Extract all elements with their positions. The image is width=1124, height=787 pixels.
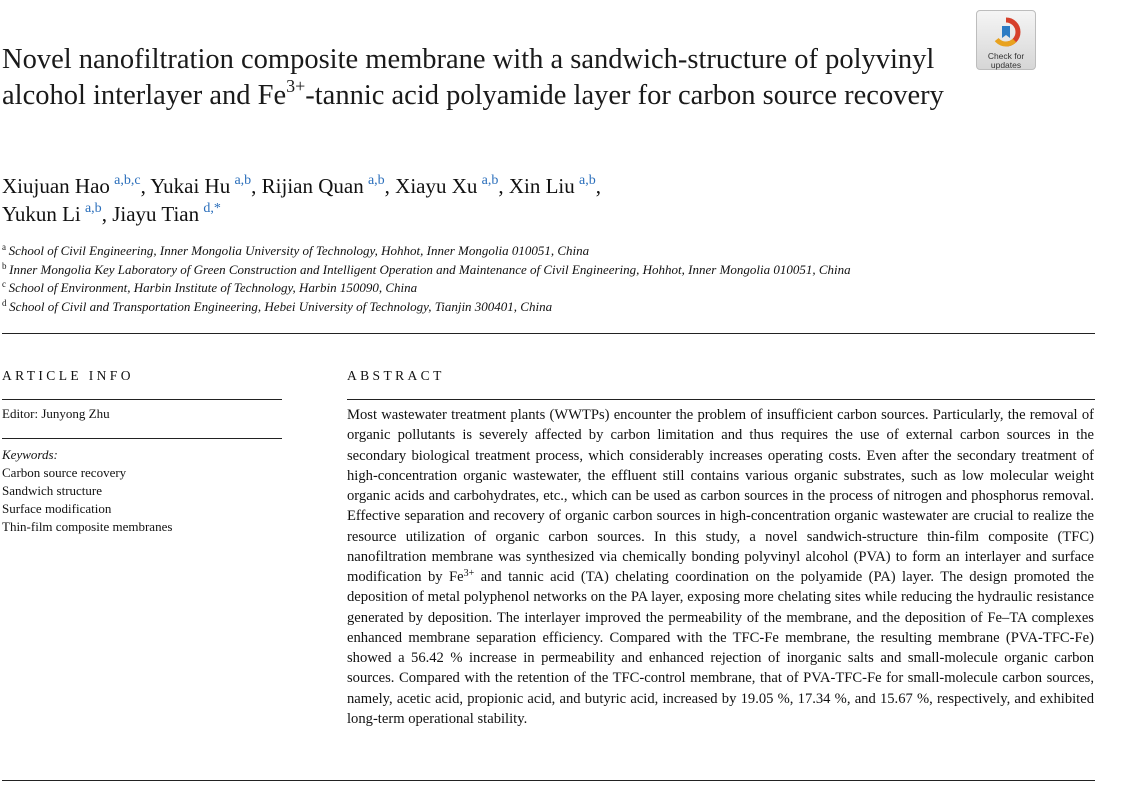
author-name[interactable]: Xin Liu (508, 174, 575, 198)
author-affiliation-marks[interactable]: a,b (481, 173, 499, 188)
keyword-item[interactable]: Sandwich structure (2, 483, 103, 498)
article-info-heading: ARTICLE INFO (2, 368, 134, 383)
affiliation-key: d (2, 297, 7, 308)
footer-divider (2, 780, 1095, 781)
title-part1: Novel nanofiltration composite membrane with a sandwich-structure of polyvinyl alcohol interlayer and Fe (2, 44, 935, 111)
author-list (2, 172, 1002, 228)
abstract-text (347, 405, 1094, 729)
keywords-block (2, 446, 172, 536)
author[interactable] (395, 174, 509, 198)
author[interactable] (2, 174, 150, 198)
author-name[interactable]: Xiayu Xu (395, 174, 478, 198)
keywords-label: Keywords: (2, 447, 58, 462)
check-for-updates-icon (990, 16, 1022, 48)
author-affiliation-marks[interactable]: d,* (203, 201, 221, 216)
abstract-heading: ABSTRACT (347, 368, 445, 383)
author-separator: , (595, 174, 601, 198)
author-name[interactable]: Rijian Quan (261, 174, 364, 198)
badge-label-line1: Check for (987, 51, 1025, 61)
author-separator: , (101, 202, 113, 226)
author[interactable] (112, 202, 221, 226)
affiliation (2, 279, 1102, 298)
keyword-item[interactable]: Thin-film composite membranes (2, 519, 173, 534)
author[interactable] (509, 174, 601, 198)
info-divider-mid (2, 438, 282, 439)
author-separator: , (140, 174, 151, 198)
author-name[interactable]: Xiujuan Hao (2, 174, 110, 198)
author-affiliation-marks[interactable]: a,b (367, 173, 385, 188)
author-separator: , (498, 174, 509, 198)
author[interactable] (150, 174, 261, 198)
author-separator: , (384, 174, 396, 198)
keyword-item[interactable]: Surface modification (2, 501, 112, 516)
affiliation-text: School of Environment, Harbin Institute of Technology, Harbin 150090, China (8, 280, 418, 295)
title-superscript: 3+ (286, 76, 306, 96)
author-name[interactable]: Jiayu Tian (112, 202, 200, 226)
affiliation (2, 242, 1102, 261)
header-divider (2, 333, 1095, 334)
affiliation-key: a (2, 242, 6, 252)
affiliation-text: School of Civil and Transportation Engineering, Hebei University of Technology, Tianjin 300401, China (9, 298, 553, 314)
author[interactable] (262, 174, 396, 198)
author-affiliation-marks[interactable]: a,b (84, 201, 102, 216)
editor-line: Editor: Junyong Zhu (2, 406, 110, 421)
author-separator: , (251, 174, 262, 198)
author-affiliation-marks[interactable]: a,b (234, 173, 252, 188)
author-affiliation-marks[interactable]: a,b,c (114, 173, 141, 188)
abstract-divider-top (347, 399, 1095, 400)
check-for-updates-badge[interactable] (976, 10, 1036, 70)
affiliation-key: c (2, 279, 6, 289)
article-title (2, 42, 962, 114)
affiliation-key: b (2, 260, 7, 271)
badge-label-line2: updates (990, 60, 1022, 70)
author[interactable] (2, 202, 112, 226)
affiliation (2, 298, 1102, 317)
affiliation (2, 261, 1102, 280)
abstract-superscript: 3+ (463, 568, 475, 579)
author-name[interactable]: Yukai Hu (150, 174, 231, 198)
badge-label (977, 52, 1035, 70)
abstract-part1: Most wastewater treatment plants (WWTPs) encounter the problem of insufficient carbon sources. Particularly, the removal of organic pollutants is severely affected by carbon limitation and thus requires the use of external carbon sources in the secondary biological treatment process, which considerably increases operating costs. Even after the secondary treatment of high-concentration organic wastewater, the effluent still contains various organic substrates, such as low molecular weight organic acids and carbohydrates, etc., which can be used as carbon sources in the process of nitrogen and phosphorus removal. Effective separation and recovery of organic carbon sources in high-concentration organic wastewater are crucial to realize the resource utilization of organic carbon sources. In this study, a novel sandwich-structure thin-film composite (TFC) nanofiltration membrane was synthesized via chemically bonding polyvinyl alcohol (PVA) to form an interlayer and surface modification by Fe (347, 407, 1094, 585)
affiliation-text: School of Civil Engineering, Inner Mongolia University of Technology, Hohhot, Inner Mongolia 010051, China (8, 243, 590, 258)
keyword-item[interactable]: Carbon source recovery (2, 465, 127, 480)
info-divider-top (2, 399, 282, 400)
author-affiliation-marks[interactable]: a,b (579, 173, 596, 188)
abstract-part2: and tannic acid (TA) chelating coordination on the polyamide (PA) layer. The design promoted the deposition of metal polyphenol networks on the PA layer, exposing more chelating sites while reducing the hydraulic resistance generated by deposition. The interlayer improved the permeability of the membrane, and the deposition of Fe–TA complexes enhanced membrane separation efficiency. Compared with the TFC-Fe membrane, the resulting membrane (PVA-TFC-Fe) showed a 56.42 % increase in permeability and enhanced rejection of inorganic salts and small-molecule organic carbon sources. Compared with the retention of the TFC-control membrane, that of PVA-TFC-Fe for small-molecule carbon sources, namely, acetic acid, propionic acid, and butyric acid, increased by 19.05 %, 17.34 %, and 15.67 %, respectively, and exhibited long-term operational stability. (347, 569, 1094, 727)
author-name[interactable]: Yukun Li (2, 202, 81, 226)
affiliation-text: Inner Mongolia Key Laboratory of Green Construction and Intelligent Operation and Maintenance of Civil Engineering, Hohhot, Inner Mongolia 010051, China (9, 261, 851, 277)
title-part2: -tannic acid polyamide layer for carbon source recovery (305, 80, 944, 111)
affiliation-list (2, 242, 1102, 316)
